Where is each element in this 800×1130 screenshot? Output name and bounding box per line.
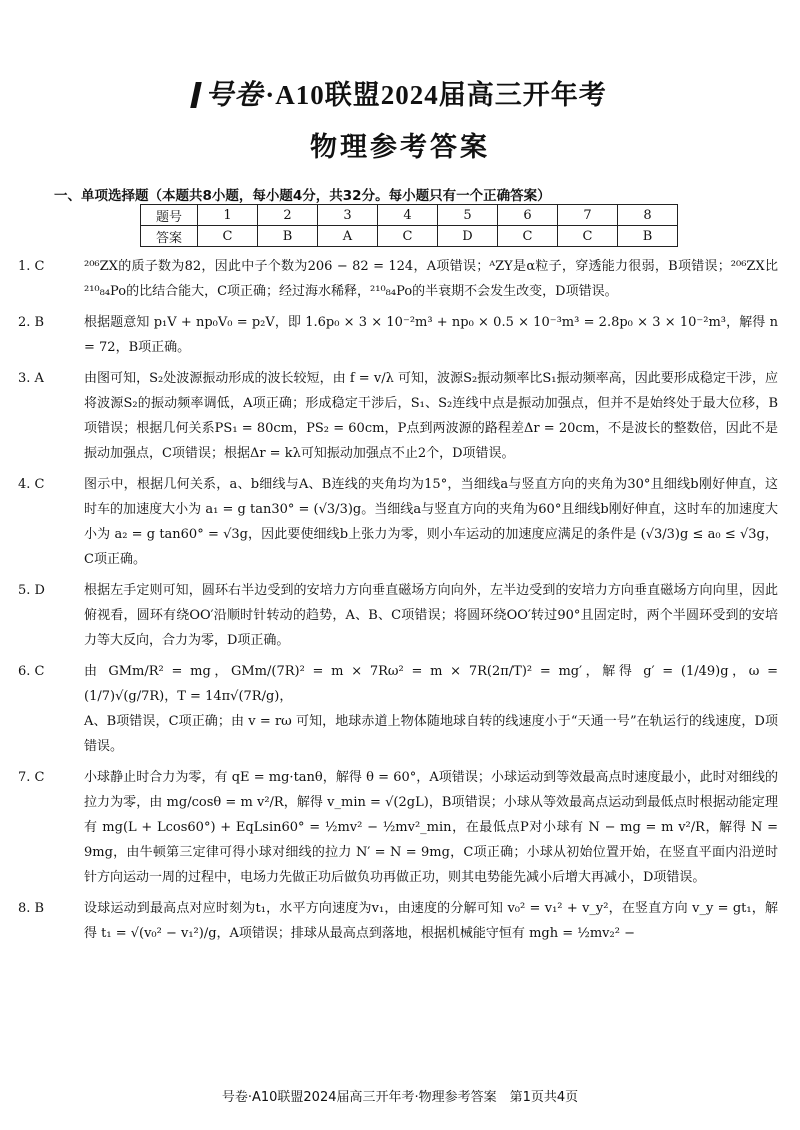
- item-number: 5. D: [18, 583, 45, 598]
- page-header: [0, 78, 800, 164]
- item-text: ²⁰⁶ZX的质子数为82，因此中子个数为206 − 82 = 124，A项错误；ᴬZY是α粒子，穿透能力很弱，B项错误；²⁰⁶ZX比²¹⁰₈₄Po的比结合能大，C项正确；经过海水稀释，²¹⁰₈₄Po的半衰期不会发生改变，D项错误。: [84, 259, 778, 299]
- item-number: 1. C: [18, 259, 45, 274]
- exam-title: [0, 78, 800, 113]
- question-number: 3: [318, 205, 378, 226]
- section-heading: 一、单项选择题（本题共8小题，每小题4分，共32分。每小题只有一个正确答案）: [54, 188, 551, 204]
- explanation-item-1: [18, 254, 778, 304]
- explanation-item-7: [18, 765, 778, 890]
- brand-name: 号卷: [205, 80, 264, 111]
- explanation-item-4: [18, 472, 778, 572]
- item-text: 根据左手定则可知，圆环右半边受到的安培力方向垂直磁场方向向外，左半边受到的安培力方向垂直磁场方向向里，因此俯视看，圆环有绕OO′沿顺时针转动的趋势，A、B、C项错误；将圆环绕OO′转过90°且固定时，两个半圆环受到的安培力等大反向，合力为零，D项正确。: [84, 583, 778, 648]
- item-number: 3. A: [18, 371, 44, 386]
- explanation-item-8: [18, 896, 778, 946]
- item-text: 小球静止时合力为零，有 qE = mg·tanθ，解得 θ = 60°，A项错误；小球运动到等效最高点时速度最小，此时对细线的拉力为零，由 mg/cosθ = m v²/R，解得 v_min = √(2gL)，B项错误；小球从等效最高点运动到最低点时根据动能定理有 mg(L + Lcos60°) + EqLsin60° = ½mv² − ½mv²_min，在最低点P对小球有 N − mg = m v²/R，解得 N = 9mg，由牛顿第三定律可得小球对细线的拉力 N′ = N = 9mg，C项正确；小球从初始位置开始，在竖直平面内沿逆时针方向运动一周的过程中，电场力先做正功后做负功再做正功，则其电势能先减小后增大再减小，D项错误。: [84, 770, 778, 885]
- question-number: 2: [258, 205, 318, 226]
- explanation-item-3: [18, 366, 778, 466]
- answer-cell: B: [258, 226, 318, 247]
- row-label: 答案: [141, 226, 198, 247]
- item-number: 2. B: [18, 315, 45, 330]
- answer-cell: A: [318, 226, 378, 247]
- explanation-item-5: [18, 578, 778, 653]
- answer-table: [140, 204, 678, 247]
- answer-table-row-numbers: [141, 205, 678, 226]
- explanation-item-2: [18, 310, 778, 360]
- question-number: 4: [378, 205, 438, 226]
- answer-cell: C: [558, 226, 618, 247]
- question-number: 7: [558, 205, 618, 226]
- page-footer: 号卷·A10联盟2024届高三开年考·物理参考答案 第1页共4页: [221, 1090, 579, 1105]
- answer-cell: C: [198, 226, 258, 247]
- explanation-item-6: [18, 659, 778, 759]
- item-number: 8. B: [18, 901, 45, 916]
- answer-explanations: [18, 254, 778, 952]
- item-number: 7. C: [18, 770, 45, 785]
- answer-cell: D: [438, 226, 498, 247]
- question-number: 8: [618, 205, 678, 226]
- item-number: 6. C: [18, 664, 45, 679]
- title-text: ·A10联盟2024届高三开年考: [265, 80, 607, 110]
- row-label: 题号: [141, 205, 198, 226]
- question-number: 5: [438, 205, 498, 226]
- answer-cell: C: [498, 226, 558, 247]
- answer-cell: C: [378, 226, 438, 247]
- answer-table-row-answers: [141, 226, 678, 247]
- item-text: 设球运动到最高点对应时刻为t₁，水平方向速度为v₁，由速度的分解可知 v₀² = v₁² + v_y²，在竖直方向 v_y = gt₁，解得 t₁ = √(v₀² − v₁²)/g，A项错误；排球从最高点到落地，根据机械能守恒有 mgh = ½mv₂² −: [84, 901, 778, 941]
- page-subtitle: 物理参考答案: [310, 132, 490, 162]
- brand-logo-mark: [190, 82, 202, 108]
- item-text: 根据题意知 p₁V + np₀V₀ = p₂V，即 1.6p₀ × 3 × 10⁻²m³ + np₀ × 0.5 × 10⁻³m³ = 2.8p₀ × 3 × 10⁻²m³，解得 n = 72，B项正确。: [84, 315, 778, 355]
- answer-cell: B: [618, 226, 678, 247]
- item-text: 由图可知，S₂处波源振动形成的波长较短，由 f = v/λ 可知，波源S₂振动频率比S₁振动频率高，因此要形成稳定干涉，应将波源S₂的振动频率调低，A项正确；形成稳定干涉后，S₁、S₂连线中点是振动加强点，但并不是始终处于最大位移，B项错误；根据几何关系PS₁ = 80cm，PS₂ = 60cm，P点到两波源的路程差Δr = 20cm，不是波长的整数倍，因此不是振动加强点，C项错误；根据Δr = kλ可知振动加强点不止2个，D项错误。: [84, 371, 778, 461]
- item-number: 4. C: [18, 477, 45, 492]
- item-text: 图示中，根据几何关系，a、b细线与A、B连线的夹角均为15°，当细线a与竖直方向的夹角为30°且细线b刚好伸直，这时车的加速度大小为 a₁ = g tan30° = (√3/3)g。当细线a与竖直方向的夹角为60°且细线b刚好伸直，这时车的加速度大小为 a₂ = g tan60° = √3g，因此要使细线b上张力为零，则小车运动的加速度应满足的条件是 (√3/3)g ≤ a₀ ≤ √3g，C项正确。: [84, 477, 778, 567]
- item-text: 由 GMm/R² = mg，GMm/(7R)² = m × 7Rω² = m × 7R(2π/T)² = mg′，解得 g′ = (1/49)g，ω = (1/7)√(g/7R)，T = 14π√(7R/g)，: [84, 664, 778, 704]
- item-text: A、B项错误，C项正确；由 v = rω 可知，地球赤道上物体随地球自转的线速度小于“天通一号”在轨运行的线速度，D项错误。: [84, 714, 778, 754]
- question-number: 6: [498, 205, 558, 226]
- question-number: 1: [198, 205, 258, 226]
